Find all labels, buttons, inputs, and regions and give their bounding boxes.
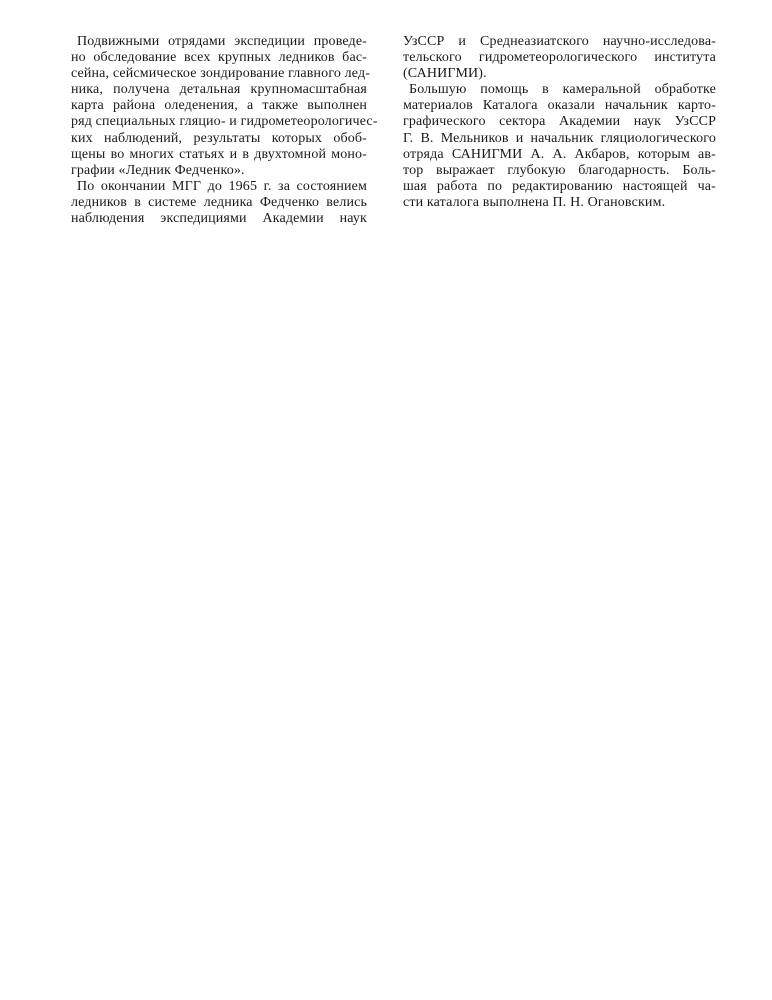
text-line: ких наблюдений, результаты которых обоб- xyxy=(71,130,367,146)
text-line: графического сектора Академии наук УзССР xyxy=(403,114,716,130)
text-line: графии «Ледник Федченко». xyxy=(71,162,245,178)
text-line: щены во многих статьях и в двухтомной моно- xyxy=(71,146,367,162)
paragraph-expedition-survey xyxy=(71,34,378,179)
paragraph-acknowledgements xyxy=(403,82,716,211)
text-line: Большую помощь в камеральной обработке xyxy=(409,82,716,98)
text-line: сейна, сейсмическое зондирование главного лед- xyxy=(71,66,371,82)
text-line: Подвижными отрядами экспедиции проведе- xyxy=(77,34,367,49)
paragraph-after-igy xyxy=(71,179,367,227)
text-line: тор выражает глубокую благодарность. Боль- xyxy=(403,162,716,178)
text-line: сти каталога выполнена П. Н. Огановским. xyxy=(403,194,666,210)
left-text-column xyxy=(71,34,378,227)
text-line: карта района оледенения, а также выполнен xyxy=(71,98,367,114)
text-line: По окончании МГГ до 1965 г. за состоянием xyxy=(77,178,367,194)
text-line: ника, получена детальная крупномасштабная xyxy=(71,82,367,98)
text-line: УзССР и Среднеазиатского научно-исследова- xyxy=(403,34,716,49)
text-line: ряд специальных гляцио- и гидрометеорологичес- xyxy=(71,114,378,130)
text-line: ледников в системе ледника Федченко велись xyxy=(71,194,367,210)
text-line: но обследование всех крупных ледников бас- xyxy=(71,50,367,66)
text-line: материалов Каталога оказали начальник карто- xyxy=(403,98,716,114)
paragraph-institute xyxy=(403,34,716,82)
text-line: наблюдения экспедициями Академии наук xyxy=(71,211,367,227)
text-line: отряда САНИГМИ А. А. Акбаров, которым ав- xyxy=(403,146,716,162)
text-line: шая работа по редактированию настоящей ча- xyxy=(403,178,716,194)
text-line: тельского гидрометеорологического института xyxy=(403,50,716,66)
right-text-column xyxy=(403,34,716,211)
text-line: Г. В. Мельников и начальник гляциологического xyxy=(403,130,716,146)
text-line: (САНИГМИ). xyxy=(403,66,487,82)
